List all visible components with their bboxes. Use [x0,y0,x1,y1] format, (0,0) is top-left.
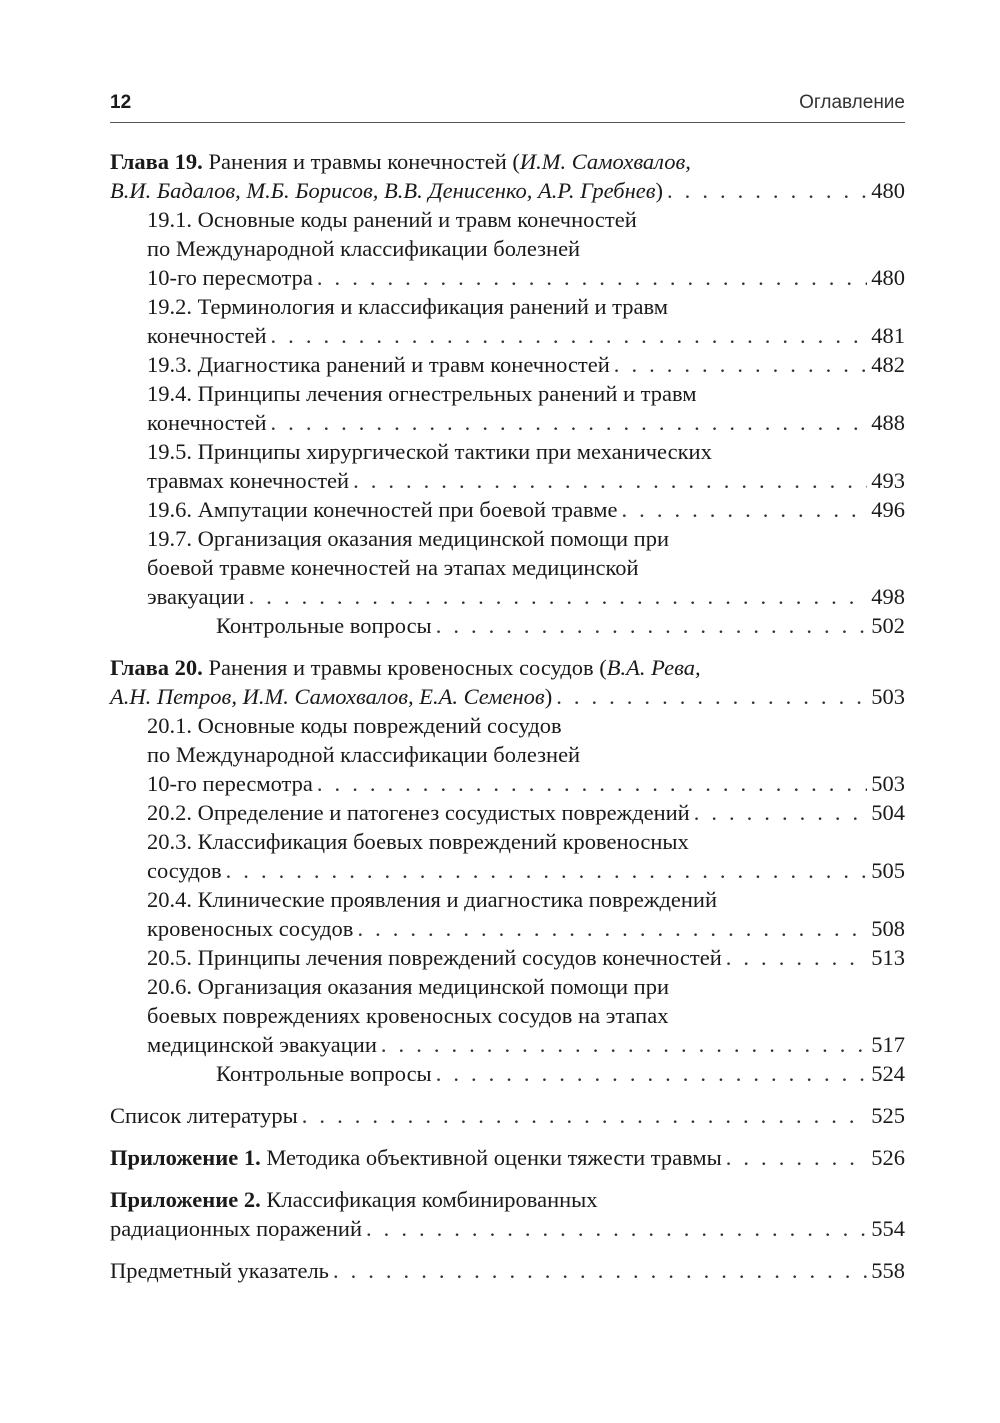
appendix-label: Приложение 2. [110,1187,261,1212]
appendix-title: Классификация комбинированных [266,1187,598,1212]
dot-leader [298,1101,867,1130]
dot-leader [618,495,867,524]
dot-leader [690,798,867,827]
page-ref: 508 [871,916,905,941]
section-title: 19.3. Диагностика ранений и травм конечностей [147,352,610,377]
section-title: Предметный указатель [110,1258,329,1283]
section-title: 19.4. Принципы лечения огнестрельных ранений и травм [147,381,697,406]
dot-leader [663,176,867,205]
chapter-label: Глава 19. [110,149,203,174]
page-ref: 481 [871,323,905,348]
section-title: конечностей [147,410,267,435]
section-title: по Международной классификации болезней [147,236,581,261]
page-ref: 502 [871,613,905,638]
section-title: по Международной классификации болезней [147,742,581,767]
running-header [110,92,905,123]
page-ref: 488 [871,410,905,435]
section-title: 19.5. Принципы хирургической тактики при механических [147,439,712,464]
dot-leader [432,1059,867,1088]
section-title: эвакуации [147,584,245,609]
dot-leader [349,466,867,495]
chapter-authors: А.Н. Петров, И.М. Самохвалов, Е.А. Семенов [110,684,545,709]
section-title: 20.2. Определение и патогенез сосудистых повреждений [147,800,690,825]
page-ref: 554 [871,1216,905,1241]
page-number: 12 [110,92,132,113]
dot-leader [353,914,867,943]
table-of-contents [110,147,905,1285]
appendix-title: радиационных поражений [110,1216,363,1241]
section-title: Контрольные вопросы [216,613,432,638]
page-ref: 496 [871,497,905,522]
toc-questions-20[interactable] [110,1059,905,1088]
dot-leader [377,1030,867,1059]
toc-questions-19[interactable] [110,611,905,640]
dot-leader [329,1256,867,1285]
dot-leader [610,350,867,379]
page-ref: 480 [871,265,905,290]
page-ref: 526 [871,1145,905,1170]
section-title: 20.1. Основные коды повреждений сосудов [147,713,562,738]
page-ref: 482 [871,352,905,377]
toc-chapter-19[interactable]: Глава 19. Ранения и травмы конечностей (И.М. Самохвалов, В.И. Бадалов, М.Б. Борисов, В.В. Денисенко, А.Р. Гребнев) . . . 480 [110,147,905,205]
section-title: 19.1. Основные коды ранений и травм конечностей [147,207,637,232]
section-title: конечностей [147,323,267,348]
section-title: 20.5. Принципы лечения повреждений сосудов конечностей [147,945,722,970]
page-ref: 513 [871,945,905,970]
running-title: Оглавление [799,92,905,113]
chapter-authors: В.А. Рева, [606,655,701,680]
chapter-title: Ранения и травмы кровеносных сосудов ( [208,655,607,680]
section-title: боевых повреждениях кровеносных сосудов на этапах [147,1003,669,1028]
dot-leader [313,263,867,292]
section-title: 19.7. Организация оказания медицинской помощи при [147,526,670,551]
section-title: 20.4. Клинические проявления и диагностика повреждений [147,887,718,912]
toc-section-20-3[interactable] [110,827,905,885]
section-title: сосудов [147,858,222,883]
dot-leader [432,611,867,640]
page-ref: 525 [871,1103,905,1128]
toc-section-20-2[interactable] [110,798,905,827]
section-title: 19.6. Ампутации конечностей при боевой травме [147,497,618,522]
toc-section-20-6[interactable] [110,972,905,1059]
toc-section-20-5[interactable] [110,943,905,972]
section-title: 20.6. Организация оказания медицинской помощи при [147,974,670,999]
page-ref: 517 [871,1032,905,1057]
dot-leader [362,1214,867,1243]
toc-section-19-3[interactable] [110,350,905,379]
toc-section-20-1[interactable] [110,711,905,798]
section-title: Контрольные вопросы [216,1061,432,1086]
page-ref: 493 [871,468,905,493]
section-title: 20.3. Классификация боевых повреждений кровеносных [147,829,689,854]
toc-appendix-2[interactable] [110,1185,905,1243]
section-title: медицинской эвакуации [147,1032,377,1057]
chapter-label: Глава 20. [110,655,203,680]
page-ref: 524 [871,1061,905,1086]
chapter-authors: И.М. Самохвалов, [519,149,691,174]
section-title: 10-го пересмотра [147,265,313,290]
section-title: 10-го пересмотра [147,771,313,796]
chapter-authors: В.И. Бадалов, М.Б. Борисов, В.В. Денисенко, А.Р. Гребнев [110,178,656,203]
chapter-title: Ранения и травмы конечностей ( [208,149,520,174]
page-ref: 504 [871,800,905,825]
section-title: Список литературы [110,1103,298,1128]
dot-leader [313,769,867,798]
dot-leader [722,1143,867,1172]
dot-leader [267,408,867,437]
dot-leader [222,856,867,885]
page-ref: 505 [871,858,905,883]
page-ref: 480 [871,178,905,203]
page-ref: 503 [871,771,905,796]
section-title: 19.2. Терминология и классификация ранений и травм [147,294,668,319]
dot-leader [245,582,867,611]
toc-section-19-6[interactable] [110,495,905,524]
toc-section-20-4[interactable] [110,885,905,943]
page-ref: 558 [871,1258,905,1283]
toc-chapter-20[interactable]: Глава 20. Ранения и травмы кровеносных сосудов (В.А. Рева, А.Н. Петров, И.М. Самохвалов, Е.А. Семенов) . . . 503 [110,653,905,711]
dot-leader [552,682,867,711]
toc-section-19-5[interactable] [110,437,905,495]
section-title: травмах конечностей [147,468,350,493]
page-ref: 503 [871,684,905,709]
toc-section-19-7[interactable] [110,524,905,611]
appendix-label: Приложение 1. [110,1145,261,1170]
toc-section-19-1[interactable] [110,205,905,292]
toc-section-19-4[interactable] [110,379,905,437]
toc-section-19-2[interactable] [110,292,905,350]
toc-subject-index[interactable] [110,1256,905,1285]
section-title: кровеносных сосудов [147,916,354,941]
dot-leader [722,943,867,972]
appendix-title: Методика объективной оценки тяжести травмы [266,1145,722,1170]
dot-leader [267,321,867,350]
toc-references[interactable] [110,1101,905,1130]
toc-appendix-1[interactable] [110,1143,905,1172]
page-ref: 498 [871,584,905,609]
section-title: боевой травме конечностей на этапах медицинской [147,555,639,580]
